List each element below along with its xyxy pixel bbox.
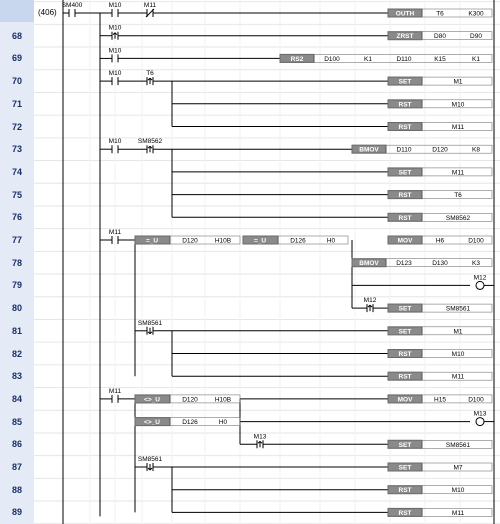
- instruction-set[interactable]: [388, 327, 492, 336]
- contact-label: M10: [108, 2, 122, 9]
- instruction-rst[interactable]: [388, 191, 492, 200]
- operand: D110: [396, 146, 412, 154]
- compare-operand: D120: [182, 396, 198, 404]
- opcode-label: SET: [398, 305, 412, 313]
- contact-label: M11: [143, 2, 157, 9]
- operand: M10: [451, 487, 465, 495]
- instruction-rst[interactable]: [388, 100, 492, 109]
- contact-m13[interactable]: [254, 433, 267, 448]
- coil-m12[interactable]: [476, 281, 484, 289]
- opcode-label: MOV: [397, 237, 413, 245]
- operand: SM8562: [445, 214, 471, 222]
- compare-operand: D126: [182, 419, 198, 427]
- row-number[interactable]: 79: [11, 280, 22, 291]
- operand: M1: [453, 328, 463, 336]
- operand: SM8561: [445, 441, 471, 449]
- row-number[interactable]: 71: [11, 98, 22, 109]
- instruction-rst[interactable]: [388, 372, 492, 381]
- operand: D120: [432, 146, 448, 154]
- compare-op: <>_U: [144, 419, 160, 427]
- compare-2[interactable]: [135, 395, 240, 404]
- row-number[interactable]: 69: [11, 53, 22, 64]
- row-number[interactable]: 82: [11, 348, 22, 359]
- row-number[interactable]: 73: [11, 144, 22, 155]
- instruction-rst[interactable]: [388, 350, 492, 359]
- instruction-outh[interactable]: [388, 9, 492, 18]
- operand: T6: [436, 10, 444, 18]
- compare-1[interactable]: [243, 236, 348, 245]
- opcode-label: RST: [398, 101, 412, 109]
- opcode-label: SET: [398, 328, 412, 336]
- row-number[interactable]: 86: [11, 439, 22, 450]
- row-number[interactable]: 88: [11, 484, 22, 495]
- row-number[interactable]: 85: [11, 416, 22, 427]
- operand: H6: [435, 237, 445, 245]
- operand: M1: [453, 78, 463, 86]
- contact-label: M12: [363, 297, 377, 305]
- contact-sm400[interactable]: [62, 2, 83, 17]
- instruction-mov[interactable]: [388, 236, 492, 245]
- compare-operand: H0: [218, 419, 228, 427]
- step-number: (406): [38, 8, 57, 17]
- opcode-label: BMOV: [359, 146, 379, 154]
- instruction-zrst[interactable]: [388, 32, 492, 41]
- row-number[interactable]: 80: [11, 303, 22, 314]
- contact-label: M10: [108, 24, 122, 32]
- contact-m11[interactable]: [144, 2, 157, 17]
- operand: M10: [451, 351, 465, 358]
- opcode-label: OUTH: [395, 10, 415, 18]
- contact-label: SM8561: [137, 319, 163, 327]
- operand: K300: [468, 10, 484, 18]
- compare-3[interactable]: [135, 418, 240, 427]
- row-number[interactable]: 78: [11, 257, 22, 268]
- operand: D100: [468, 396, 484, 404]
- contact-m12[interactable]: [364, 297, 377, 312]
- opcode-label: RST: [398, 487, 412, 495]
- row-number[interactable]: 89: [11, 507, 22, 518]
- operand: K1: [472, 55, 480, 63]
- compare-operand: H0: [326, 237, 336, 245]
- opcode-label: BMOV: [359, 260, 379, 268]
- operand: D123: [396, 260, 412, 268]
- opcode-label: RST: [398, 192, 412, 200]
- compare-operand: D126: [290, 237, 306, 245]
- opcode-label: RST: [398, 509, 412, 517]
- instruction-bmov[interactable]: [352, 259, 492, 268]
- operand: K15: [434, 55, 446, 63]
- row-number[interactable]: 87: [11, 462, 22, 472]
- opcode-label: SET: [398, 169, 412, 177]
- instruction-mov[interactable]: [388, 395, 492, 404]
- opcode-label: SET: [398, 78, 412, 86]
- opcode-label: ZRST: [396, 33, 414, 41]
- compare-0[interactable]: [135, 236, 240, 245]
- operand: D130: [432, 260, 448, 268]
- operand: D100: [468, 237, 484, 245]
- operand: M11: [451, 169, 465, 177]
- instruction-set[interactable]: [388, 463, 492, 472]
- row-number[interactable]: 68: [11, 30, 22, 41]
- compare-operand: D120: [182, 237, 198, 245]
- instruction-rst[interactable]: [388, 213, 492, 222]
- operand: M11: [451, 124, 465, 131]
- instruction-set[interactable]: [388, 168, 492, 177]
- compare-operand: H10B: [214, 396, 232, 404]
- instruction-set[interactable]: [388, 440, 492, 449]
- operand: K8: [472, 146, 480, 154]
- opcode-label: RST: [398, 124, 412, 131]
- opcode-label: SET: [398, 441, 412, 449]
- row-number[interactable]: 81: [11, 325, 22, 336]
- opcode-label: RST: [398, 214, 412, 222]
- operand: M10: [451, 101, 465, 109]
- operand: D110: [396, 55, 412, 63]
- operand: T6: [454, 192, 462, 200]
- compare-op: =_U: [253, 237, 267, 245]
- coil-m13[interactable]: [476, 418, 484, 426]
- instruction-rst[interactable]: [388, 508, 492, 517]
- instruction-rst[interactable]: [388, 123, 492, 132]
- opcode-label: SET: [398, 464, 412, 472]
- row-number[interactable]: 76: [11, 212, 22, 223]
- compare-op: =_U: [145, 237, 159, 245]
- operand: M11: [451, 509, 465, 517]
- operand: D80: [434, 33, 446, 41]
- operand: M7: [453, 464, 463, 472]
- compare-operand: H10B: [214, 237, 232, 245]
- row-number[interactable]: 74: [11, 166, 22, 177]
- opcode-label: MOV: [397, 396, 413, 404]
- operand: K3: [472, 260, 480, 268]
- row-number[interactable]: 70: [11, 76, 22, 87]
- instruction-rst[interactable]: [388, 486, 492, 495]
- operand: SM8561: [445, 305, 471, 313]
- row-number[interactable]: 75: [11, 189, 22, 200]
- opcode-label: RS2: [290, 55, 304, 63]
- contact-label: SM8561: [137, 456, 163, 463]
- contact-t6[interactable]: [146, 70, 154, 85]
- contact-label: T6: [146, 70, 154, 78]
- contact-label: SM400: [61, 2, 83, 9]
- contact-label: M13: [253, 433, 267, 441]
- coil-label: M13: [473, 410, 487, 418]
- operand: H15: [434, 396, 446, 404]
- contact-label: M10: [108, 70, 122, 78]
- row-number[interactable]: 72: [11, 121, 22, 132]
- contact-label: SM8562: [137, 138, 163, 146]
- contact-label: M10: [108, 138, 122, 146]
- opcode-label: RST: [398, 373, 412, 381]
- contact-label: M10: [108, 47, 122, 55]
- coil-label: M12: [473, 274, 487, 282]
- instruction-bmov[interactable]: [352, 145, 492, 154]
- operand: K1: [364, 55, 372, 63]
- operand: D90: [470, 33, 482, 41]
- row-number[interactable]: 83: [11, 371, 22, 382]
- contact-label: M11: [108, 229, 122, 236]
- operand: M11: [451, 373, 465, 381]
- row-number[interactable]: 84: [11, 393, 22, 404]
- operand: D100: [324, 55, 340, 63]
- instruction-set[interactable]: [388, 77, 492, 86]
- contact-label: M11: [108, 387, 122, 395]
- instruction-set[interactable]: [388, 304, 492, 313]
- opcode-label: RST: [398, 351, 412, 358]
- compare-op: <>_U: [144, 396, 160, 404]
- row-number[interactable]: 77: [11, 235, 22, 245]
